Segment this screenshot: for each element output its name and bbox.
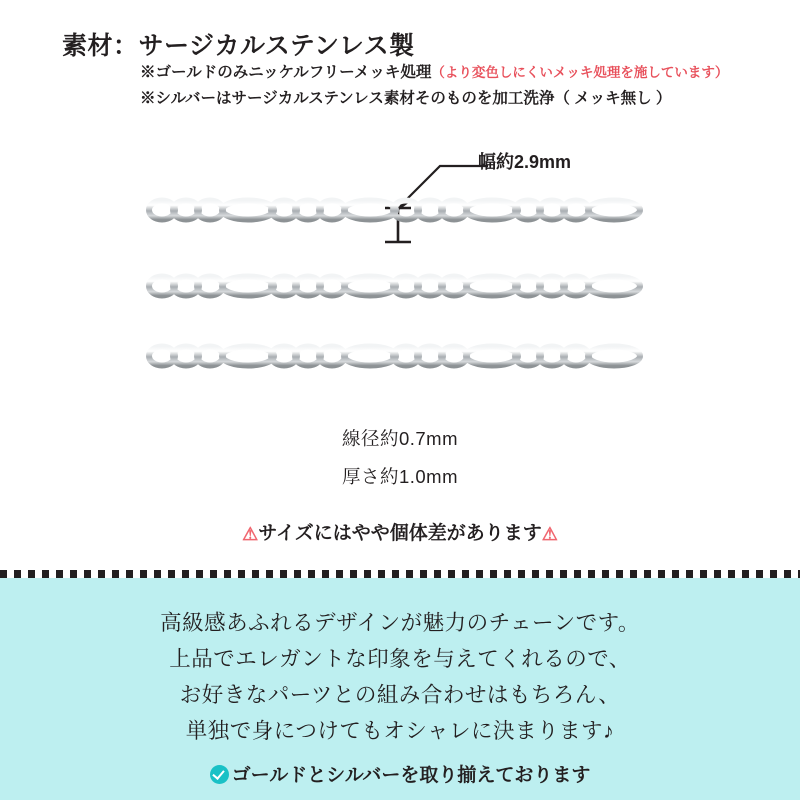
- description-line-4: 単独で身につけてもオシャレに決まります♪: [185, 719, 615, 743]
- plating-note-gold: [140, 60, 728, 82]
- plating-note-gold-main: ※ゴールドのみニッケルフリーメッキ処理: [140, 64, 432, 81]
- size-variance-warning: [0, 518, 800, 545]
- material-title: 素材：サージカルステンレス製: [62, 32, 415, 60]
- plating-note-gold-paren: （より変色しにくいメッキ処理を施しています）: [431, 65, 729, 80]
- chain-image-1: [0, 182, 800, 238]
- warning-triangle-right-icon: ⚠: [541, 524, 558, 544]
- chain-image-2: [0, 258, 800, 314]
- description-line-3: お好きなパーツとの組み合わせはもちろん、: [179, 683, 621, 707]
- thickness-label: 厚さ約1.0mm: [341, 466, 459, 487]
- description-line-1: 高級感あふれるデザインが魅力のチェーンです。: [160, 611, 640, 635]
- description-line-2: 上品でエレガントな印象を与えてくれるので、: [169, 647, 631, 671]
- color-availability-text: ゴールドとシルバーを取り揃えております: [231, 765, 591, 786]
- dotted-divider: [0, 570, 800, 578]
- size-variance-text: サイズにはやや個体差があります: [258, 523, 542, 544]
- wire-diameter-label: 線径約0.7mm: [341, 428, 459, 449]
- description-section: [0, 578, 800, 800]
- width-label: 幅約2.9mm: [478, 152, 572, 172]
- warning-triangle-left-icon: ⚠: [242, 524, 259, 544]
- color-availability-note: [0, 760, 800, 787]
- check-circle-icon: [210, 765, 229, 784]
- chain-image-3: [0, 328, 800, 384]
- plating-note-silver: ※シルバーはサージカルステンレス素材そのものを加工洗浄（ メッキ無し ）: [140, 90, 672, 107]
